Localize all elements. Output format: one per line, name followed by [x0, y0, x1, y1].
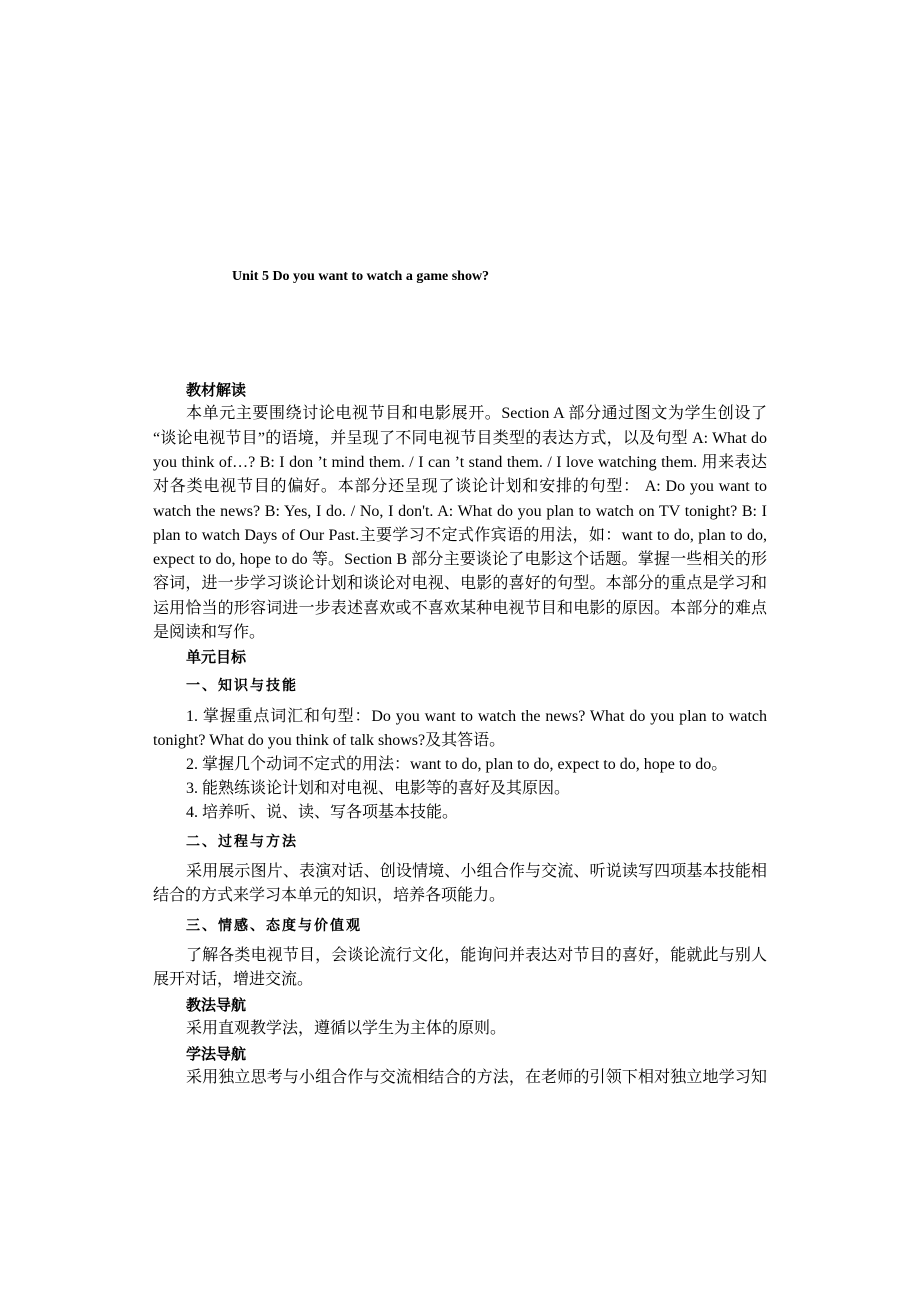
- list-item: 3. 能熟练谈论计划和对电视、电影等的喜好及其原因。: [186, 780, 571, 797]
- list-item: 2. 掌握几个动词不定式的用法：want to do, plan to do, expect to do, hope to do。: [186, 756, 728, 773]
- paragraph-line: 采用展示图片、表演对话、创设情境、小组合作与交流、听说读写四项基本技能相: [186, 863, 767, 880]
- paragraph-line: plan to watch Days of Our Past.主要学习不定式作宾语的用法，如：want to do, plan to do,: [153, 527, 767, 544]
- list-item: tonight? What do you think of talk shows?及其答语。: [153, 732, 506, 749]
- list-item: 1. 掌握重点词汇和句型：Do you want to watch the news? What do you plan to watch: [186, 708, 767, 725]
- paragraph-line: expect to do, hope to do 等。Section B 部分主要谈论了电影这个话题。掌握一些相关的形: [153, 551, 767, 568]
- paragraph-line: 采用直观教学法，遵循以学生为主体的原则。: [186, 1020, 507, 1037]
- paragraph-line: 对各类电视节目的偏好。本部分还呈现了谈论计划和安排的句型： A: Do you want to: [153, 478, 767, 495]
- paragraph-line: watch the news? B: Yes, I do. / No, I don't. A: What do you plan to watch on TV tonight? B: I: [153, 503, 767, 520]
- unit-title: Unit 5 Do you want to watch a game show?: [232, 269, 490, 284]
- paragraph-line: 展开对话，增进交流。: [153, 971, 314, 988]
- heading-teaching-method: 教法导航: [186, 996, 247, 1014]
- subheading-process-methods: 二、过程与方法: [186, 834, 298, 850]
- paragraph-line: 了解各类电视节目，会谈论流行文化，能询问并表达对节目的喜好，能就此与别人: [186, 947, 767, 964]
- paragraph-line: 运用恰当的形容词进一步表述喜欢或不喜欢某种电视节目和电影的原因。本部分的难点: [153, 600, 767, 617]
- subheading-emotion-values: 三、情感、态度与价值观: [186, 918, 362, 934]
- paragraph-line: 结合的方式来学习本单元的知识，培养各项能力。: [153, 887, 506, 904]
- subheading-knowledge-skills: 一、知识与技能: [186, 678, 298, 694]
- heading-learning-method: 学法导航: [186, 1045, 247, 1063]
- paragraph-line: 是阅读和写作。: [153, 624, 266, 641]
- paragraph-line: you think of…? B: I don ’t mind them. / I can ’t stand them. / I love watching them. 用来表达: [153, 454, 767, 471]
- paragraph-line: 采用独立思考与小组合作与交流相结合的方法，在老师的引领下相对独立地学习知: [186, 1069, 767, 1086]
- list-item: 4. 培养听、说、读、写各项基本技能。: [186, 804, 459, 821]
- paragraph-line: 本单元主要围绕讨论电视节目和电影展开。Section A 部分通过图文为学生创设了: [186, 405, 767, 422]
- heading-unit-goals: 单元目标: [186, 648, 247, 666]
- heading-textbook-analysis: 教材解读: [186, 381, 247, 399]
- paragraph-line: 容词，进一步学习谈论计划和谈论对电视、电影的喜好的句型。本部分的重点是学习和: [153, 575, 767, 592]
- paragraph-line: “谈论电视节目”的语境，并呈现了不同电视节目类型的表达方式，以及句型 A: What do: [153, 430, 767, 447]
